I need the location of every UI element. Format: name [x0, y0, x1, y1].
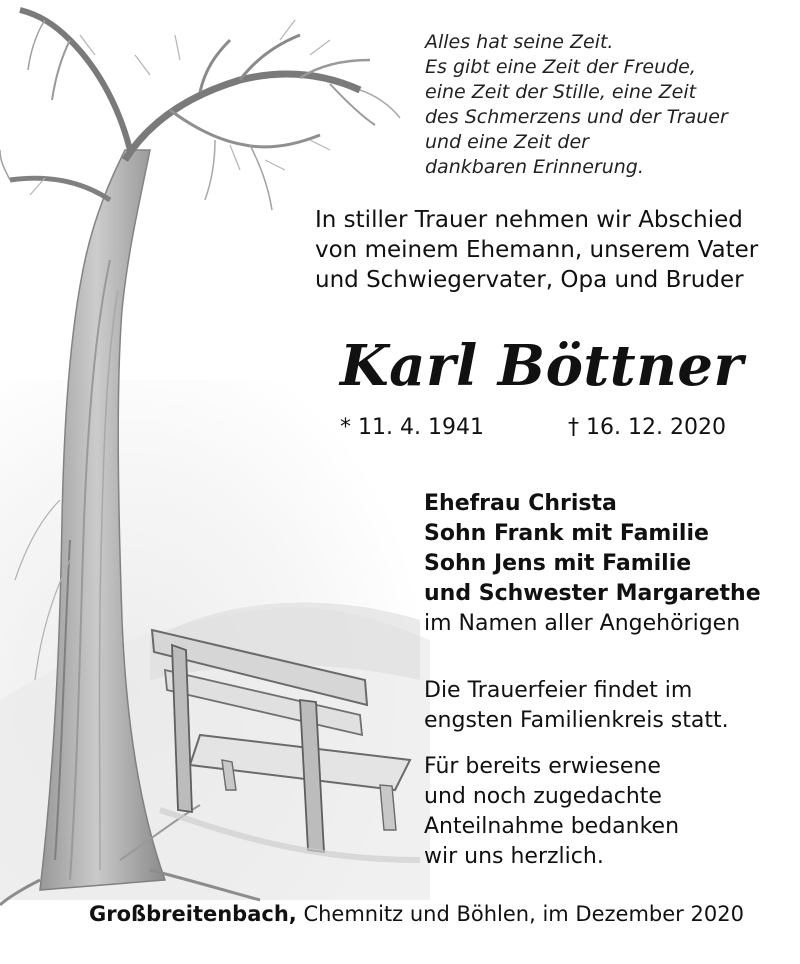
mourner-name: Sohn Jens mit Familie [424, 551, 692, 576]
thanks-line: wir uns herzlich. [424, 844, 604, 869]
quote-line: eine Zeit der Stille, eine Zeit [425, 81, 697, 103]
quote-block [425, 30, 785, 180]
ceremony-line: Die Trauerfeier findet im [424, 678, 693, 703]
thanks-line: Anteilnahme bedanken [424, 814, 680, 839]
quote-line: Es gibt eine Zeit der Freude, [425, 56, 696, 78]
ceremony-notice [424, 676, 764, 736]
mourners-list [424, 489, 794, 639]
mourner-name: Sohn Frank mit Familie [424, 521, 709, 546]
quote-line: dankbaren Erinnerung. [425, 156, 644, 178]
birth-date: * 11. 4. 1941 [340, 415, 484, 440]
deceased-name: Karl Böttner [340, 333, 744, 399]
thanks-notice [424, 752, 764, 872]
intro-line: von meinem Ehemann, unserem Vater [315, 237, 759, 263]
intro-text [315, 205, 785, 295]
mourners-note: im Namen aller Angehörigen [424, 611, 741, 636]
quote-line: des Schmerzens und der Trauer [425, 106, 728, 128]
footer-place-date [89, 899, 789, 929]
thanks-line: und noch zugedachte [424, 784, 662, 809]
mourner-name: Ehefrau Christa [424, 491, 617, 516]
quote-line: Alles hat seine Zeit. [425, 31, 614, 53]
thanks-line: Für bereits erwiesene [424, 754, 661, 779]
mourner-name: und Schwester Margarethe [424, 581, 761, 606]
ceremony-line: engsten Familienkreis statt. [424, 708, 729, 733]
quote-line: und eine Zeit der [425, 131, 589, 153]
death-date: † 16. 12. 2020 [568, 415, 726, 440]
footer-place-bold: Großbreitenbach, [89, 902, 297, 926]
footer-rest: Chemnitz und Böhlen, im Dezember 2020 [296, 902, 744, 926]
intro-line: In stiller Trauer nehmen wir Abschied [315, 207, 743, 233]
intro-line: und Schwiegervater, Opa und Bruder [315, 267, 744, 293]
